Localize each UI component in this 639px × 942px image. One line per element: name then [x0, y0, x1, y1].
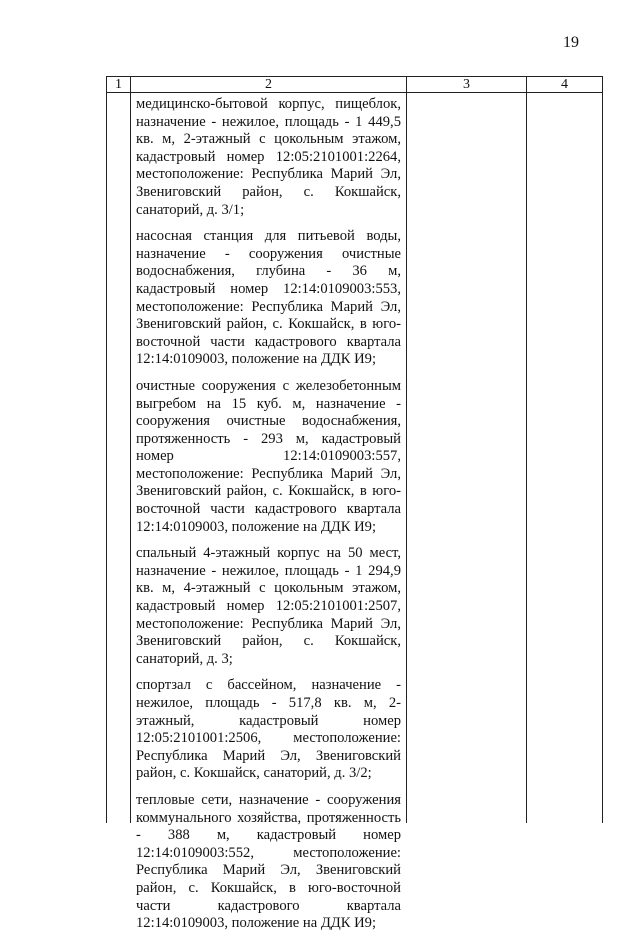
- property-entry: насосная станция для питьевой воды, назначение - сооружения очистные водоснабжения, глубина - 36 м, кадастровый номер 12:14:0109003:553, местоположение: Республика Марий Эл, Звениговский район, с. Кокшайск, в юго-восточной части кадастрового квартала 12:14:0109003, положение на ДДК И9;: [136, 228, 401, 368]
- column-header-4: 4: [561, 76, 568, 92]
- table-header-row: [106, 76, 603, 93]
- column-header-3: 3: [407, 77, 527, 92]
- property-entry: очистные сооружения с железобетонным выгребом на 15 куб. м, назначение - сооружения очистные водоснабжения, протяженность - 293 м, кадастровый номер 12:14:0109003:557, местоположение: Республика Марий Эл, Звениговский район, с. Кокшайск, в юго-восточной части кадастрового квартала 12:14:0109003, положение на ДДК И9;: [136, 377, 401, 535]
- column-border-3: [526, 93, 527, 823]
- column-header-2: 2: [131, 77, 407, 92]
- column-border-left: [106, 93, 107, 823]
- property-entry: спортзал с бассейном, назначение - нежилое, площадь - 517,8 кв. м, 2-этажный, кадастровый номер 12:05:2101001:2506, местоположение: Республика Марий Эл, Звениговский район, с. Кокшайск, санаторий, д. 3/2;: [136, 677, 401, 782]
- column-border-1: [130, 93, 131, 823]
- column-header-1: 1: [107, 77, 131, 92]
- property-entry: спальный 4-этажный корпус на 50 мест, назначение - нежилое, площадь - 1 294,9 кв. м, 4-этажный с цокольным этажом, кадастровый номер 12:05:2101001:2507, местоположение: Республика Марий Эл, Звениговский район, с. Кокшайск, санаторий, д. 3;: [136, 545, 401, 667]
- property-list: [136, 96, 401, 942]
- property-entry: тепловые сети, назначение - сооружения коммунального хозяйства, протяженность - 388 м, кадастровый номер 12:14:0109003:552, местоположение: Республика Марий Эл, Звениговский район, с. Кокшайск, в юго-восточной части кадастрового квартала 12:14:0109003, положение на ДДК И9;: [136, 791, 401, 932]
- property-entry: медицинско-бытовой корпус, пищеблок, назначение - нежилое, площадь - 1 449,5 кв. м, 2-этажный с цокольным этажом, кадастровый номер 12:05:2101001:2264, местоположение: Республика Марий Эл, Звениговский район, с. Кокшайск, санаторий, д. 3/1;: [136, 96, 401, 218]
- column-border-2: [406, 93, 407, 823]
- page-number: 19: [563, 34, 579, 51]
- column-border-right: [602, 93, 603, 823]
